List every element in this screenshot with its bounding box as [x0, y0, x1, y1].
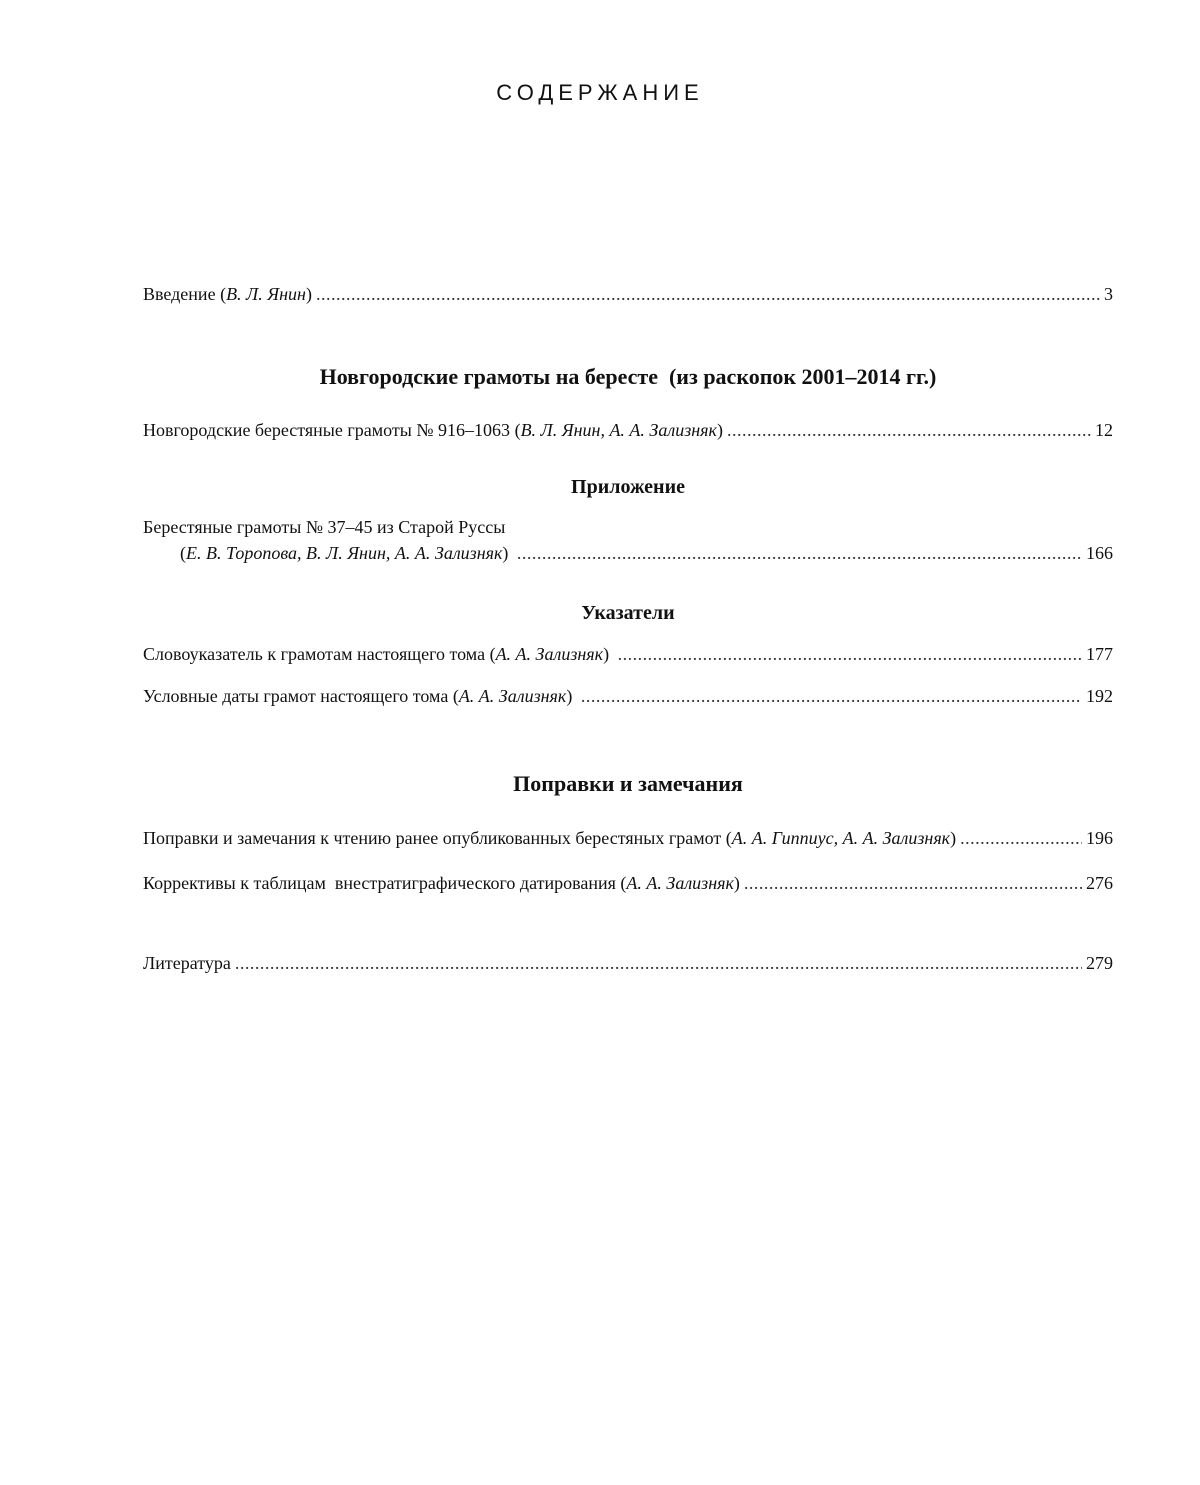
toc-entry-title: Коррективы к таблицам внестратиграфического датирования (А. А. Зализняк) [143, 873, 740, 893]
toc-page-number: 192 [1086, 686, 1113, 706]
dot-leader [727, 417, 1091, 443]
dot-leader [316, 281, 1100, 307]
toc-entry-conventional-dates[interactable] [143, 683, 1113, 709]
toc-entry-correctives[interactable] [143, 870, 1113, 896]
section-heading-corrections: Поправки и замечания [513, 771, 743, 796]
section-heading-novgorod: Новгородские грамоты на бересте (из раскопок 2001–2014 гг.) [319, 364, 937, 389]
toc-entry-title: Словоуказатель к грамотам настоящего тома (А. А. Зализняк) [143, 644, 614, 664]
dot-leader [744, 870, 1082, 896]
dot-leader [235, 950, 1082, 976]
toc-entry-authors: (Е. В. Торопова, В. Л. Янин, А. А. Зализняк) [180, 543, 513, 563]
toc-entry-introduction[interactable] [143, 281, 1113, 307]
page-title: СОДЕРЖАНИЕ [496, 80, 704, 105]
dot-leader [618, 641, 1082, 667]
toc-page-number: 279 [1086, 953, 1113, 973]
dot-leader [581, 683, 1082, 709]
toc-page-number: 196 [1086, 828, 1113, 848]
toc-entry-title: Литература [143, 953, 231, 973]
toc-entry-russa[interactable] [180, 540, 1113, 566]
toc-page-number: 166 [1086, 543, 1113, 563]
toc-page-number: 3 [1104, 284, 1113, 304]
toc-entry-literature[interactable] [143, 950, 1113, 976]
toc-entry-title: Введение (В. Л. Янин) [143, 284, 312, 304]
toc-entry-novgorod-letters[interactable] [143, 417, 1113, 443]
dot-leader [517, 540, 1082, 566]
toc-page-number: 276 [1086, 873, 1113, 893]
toc-page-number: 12 [1095, 420, 1113, 440]
toc-entry-russa-title[interactable]: Берестяные грамоты № 37–45 из Старой Руссы [143, 517, 506, 537]
toc-page-number: 177 [1086, 644, 1113, 664]
dot-leader [960, 825, 1082, 851]
toc-entry-title: Условные даты грамот настоящего тома (А. А. Зализняк) [143, 686, 577, 706]
toc-entry-title: Поправки и замечания к чтению ранее опубликованных берестяных грамот (А. А. Гиппиус, А. А. Зализняк) [143, 828, 957, 848]
toc-entry-corrections[interactable] [143, 825, 1113, 851]
section-heading-indexes: Указатели [581, 602, 675, 624]
toc-entry-word-index[interactable] [143, 641, 1113, 667]
toc-entry-title: Новгородские берестяные грамоты № 916–1063 (В. Л. Янин, А. А. Зализняк) [143, 420, 723, 440]
section-heading-appendix: Приложение [571, 476, 685, 498]
